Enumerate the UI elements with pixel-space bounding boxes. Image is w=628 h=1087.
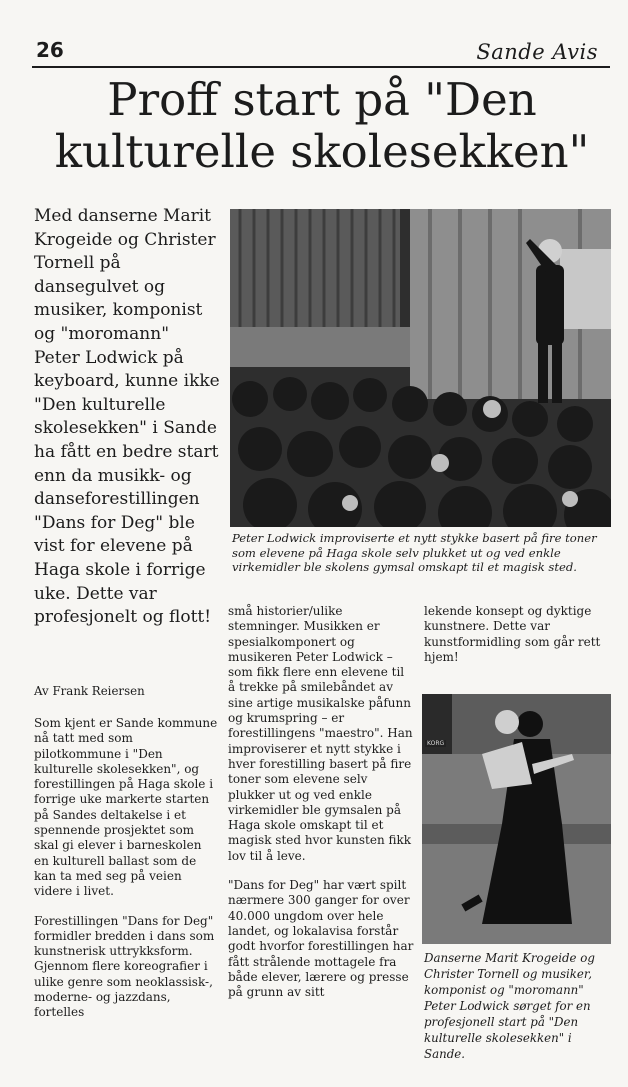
headline — [32, 74, 612, 178]
photo-performer-and-audience — [230, 209, 611, 527]
headline-line-1: Proff start på "Den — [107, 73, 537, 126]
paragraph: Som kjent er Sande kommune nå tatt med som pilotkommune i "Den kulturelle skolesekken", og forestillingen på Haga skole i forrige uke markerte starten på Sandes deltakelse i et spennende prosjektet som skal gi elever i barneskolen en kulturell ballast som de kan ta med seg på veien videre i livet. — [34, 716, 218, 899]
photo2-caption: Danserne Marit Krogeide og Christer Tornell og musiker, komponist og "moromann" Peter Lodwick sørget for en profesjonell start på "Den kulturelle skolesekken" i Sande. — [424, 951, 595, 1061]
photo-dancers — [422, 694, 611, 944]
paper-name: Sande Avis — [476, 40, 598, 64]
paragraph: lekende konsept og dyktige kunstnere. Dette var kunstformidling som går rett hjem! — [424, 604, 601, 664]
keyboard-brand-label: KORG — [427, 740, 445, 747]
paragraph: små historier/ulike stemninger. Musikken er spesialkomponert og musikeren Peter Lodwick – som fikk flere enn elevene til å trekke på smilebåndet av sine artige musikalske påfunn og krumspring – er forestillingens "maestro". Han improviserer et nytt stykke i hver forestilling basert på fire toner som elevene selv plukker ut og ved enkle virkemidler ble gymsalen på Haga skole omskapt til et magisk sted hvor kunsten fikk lov til å leve. — [228, 604, 413, 863]
article-column-2 — [228, 604, 414, 1014]
article-column-3 — [424, 604, 610, 679]
photo-dancers-illustration — [422, 694, 611, 944]
page-number: 26 — [36, 38, 64, 62]
lede-paragraph: Med danserne Marit Krogeide og Christer Tornell på dansegulvet og musiker, komponist og "moromann" Peter Lodwick på keyboard, kunne ikke "Den kulturelle skolesekken" i Sande ha fått en bedre start enn da musikk- og danseforestillingen "Dans for Deg" ble vist for elevene på Haga skole i forrige uke. Dette var profesjonelt og flott! — [34, 206, 220, 628]
article-column-1 — [34, 716, 220, 1035]
header-rule — [32, 66, 610, 68]
paragraph: "Dans for Deg" har vært spilt nærmere 300 ganger for over 40.000 ungdom over hele landet, og lokalavisa forstår godt hvorfor forestillingen har fått strålende mottagele fra både elever, lærere og presse på grunn av sitt — [228, 878, 414, 1000]
headline-line-2: kulturelle skolesekken" — [54, 125, 590, 178]
byline: Av Frank Reiersen — [34, 684, 145, 698]
photo-performer-illustration — [230, 209, 611, 527]
paragraph: Forestillingen "Dans for Deg" formidler bredden i dans som kunstnerisk uttrykksform. Gjennom flere koreografier i ulike genre som neoklassisk-, moderne- og jazzdans, fortelles — [34, 913, 215, 1020]
photo1-caption: Peter Lodwick improviserte et nytt stykke basert på fire toner som elevene på Haga skole selv plukket ut og ved enkle virkemidler ble skolens gymsal omskapt til et magisk sted. — [232, 531, 597, 574]
